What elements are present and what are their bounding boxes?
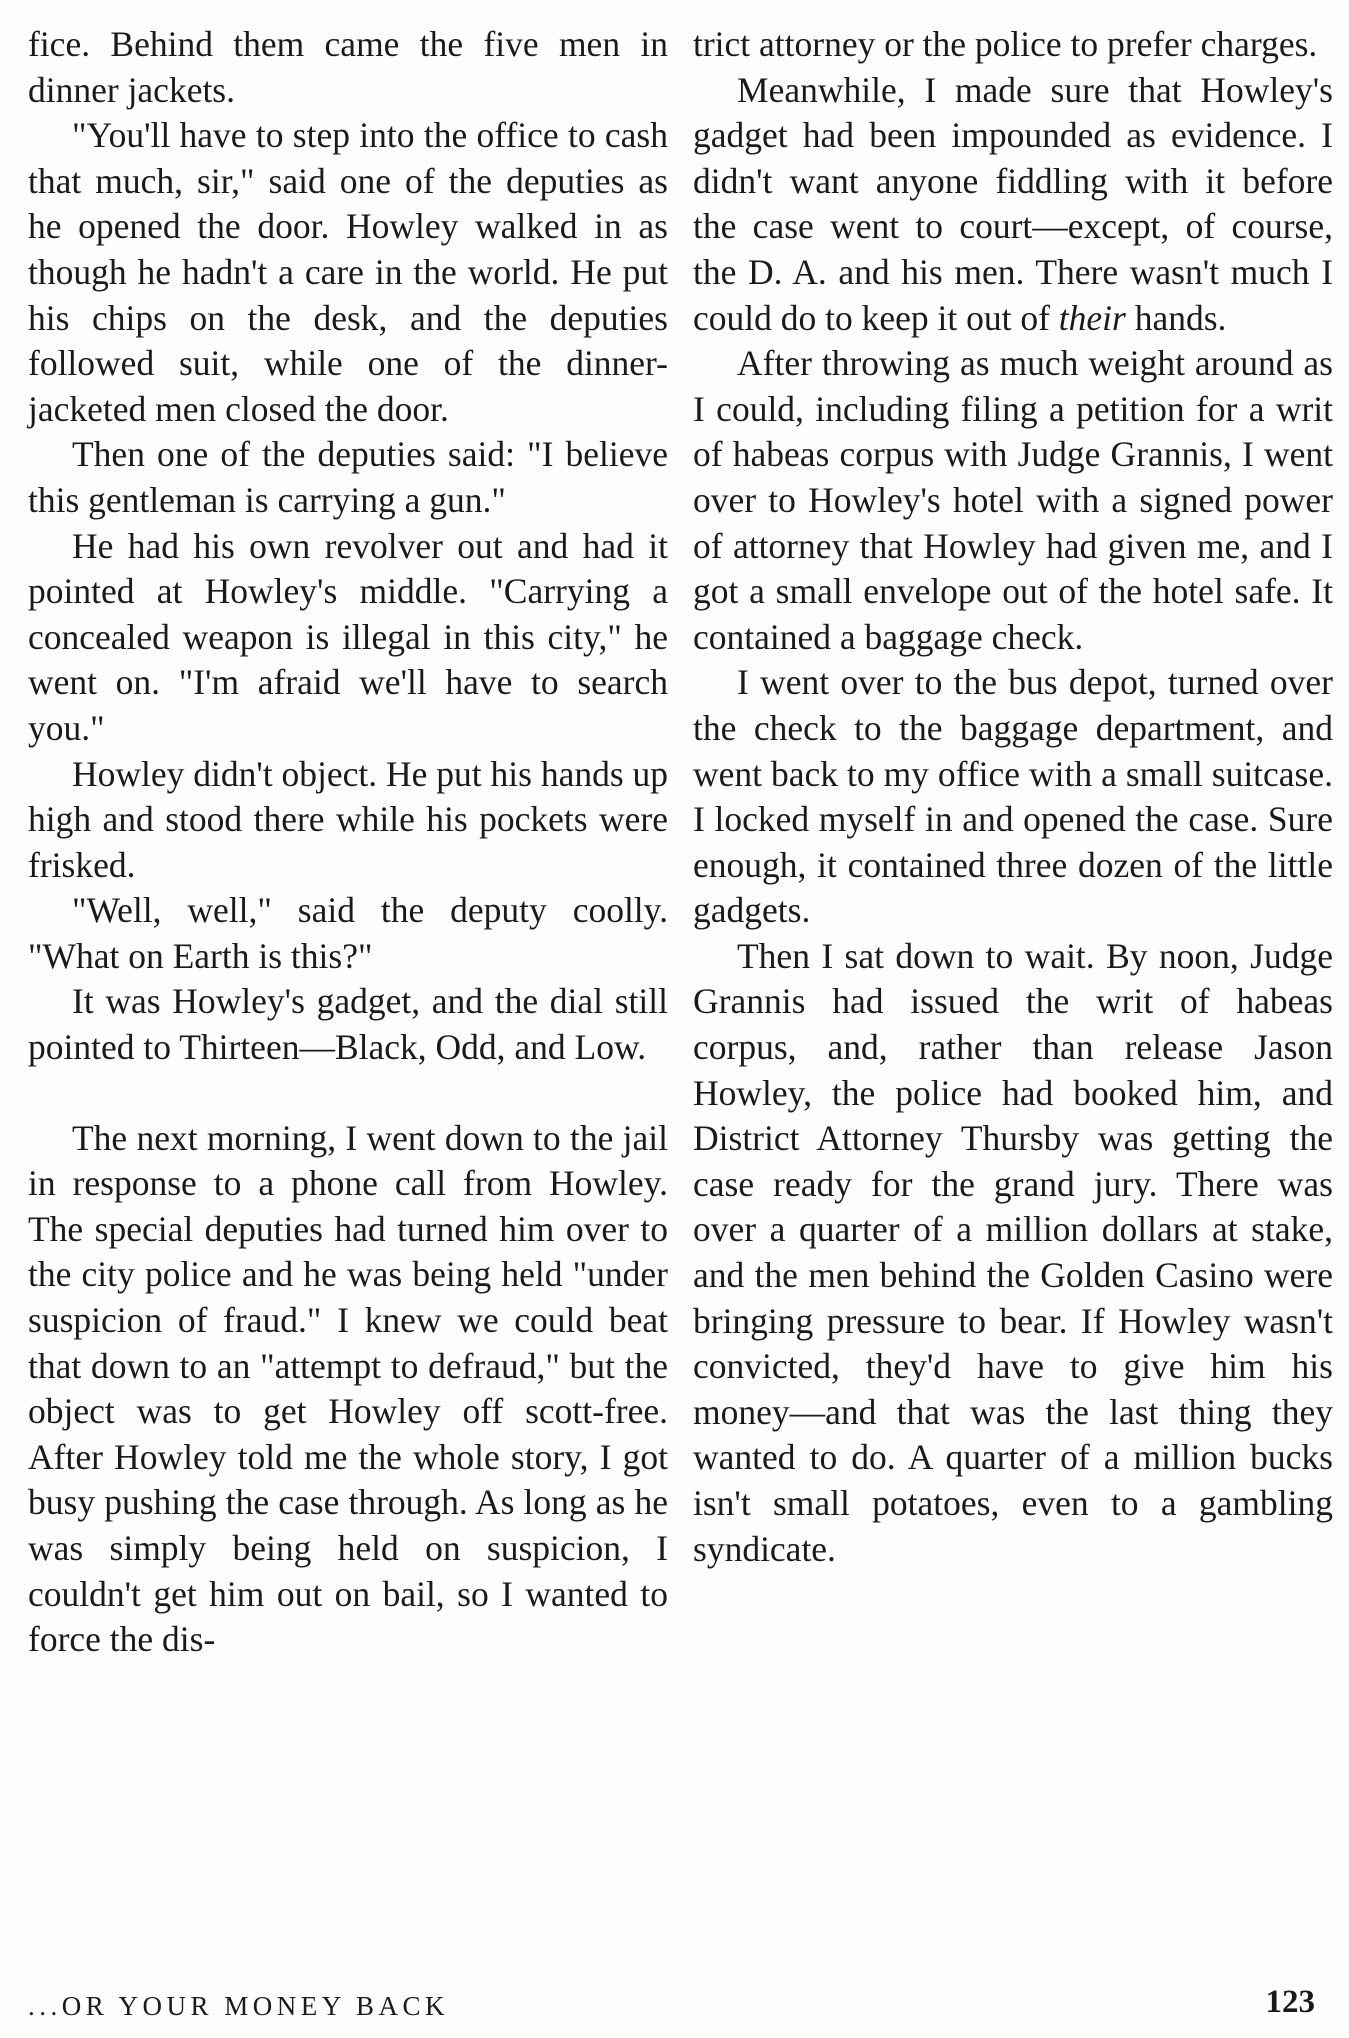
paragraph: The next morning, I went down to the jail in response to a phone call from Howley. The special deputies had turned him over to the city police and he was being held "under suspicion of fraud." I knew we could beat that down to an "attempt to defraud," but the object was to get Howley off scott-free. After Howley told me the whole story, I got busy pushing the case through. As long as he was simply being held on suspicion, I couldn't get him out on bail, so I wanted to force the dis- [28, 1117, 668, 1660]
paragraph-with-emphasis [693, 68, 1333, 342]
left-text-column [28, 22, 668, 1663]
paragraph: "Well, well," said the deputy coolly. "What on Earth is this?" [28, 890, 668, 976]
paragraph: It was Howley's gadget, and the dial still pointed to Thirteen—Black, Odd, and Low. [28, 981, 668, 1068]
text-run: Meanwhile, I made sure that Howley's gadget had been impounded as evidence. I didn't want anyone fiddling with it before the case went to court—except, of course, the D. A. and his men. There wasn't much I could do to keep it out of [693, 69, 1333, 338]
paragraph: He had his own revolver out and had it pointed at Howley's middle. "Carrying a concealed weapon is illegal in this city," he went on. "I'm afraid we'll have to search you." [28, 525, 668, 748]
paragraph: I went over to the bus depot, turned over the check to the baggage department, and went back to my office with a small suitcase. I locked myself in and opened the case. Sure enough, it contained three dozen of the little gadgets. [693, 662, 1333, 931]
paragraph: After throwing as much weight around as I could, including filing a petition for a writ of habeas corpus with Judge Grannis, I went over to Howley's hotel with a signed power of attorney that Howley had given me, and I got a small envelope out of the hotel safe. It contained a baggage check. [693, 343, 1333, 657]
paragraph: Then one of the deputies said: "I believe this gentleman is carrying a gun." [28, 434, 668, 520]
text-run: hands. [1125, 297, 1227, 338]
paragraph: Then I sat down to wait. By noon, Judge Grannis had issued the writ of habeas corpus, and, rather than release Jason Howley, the police had booked him, and District Attorney Thursby was getting the case ready for the grand jury. There was over a quarter of a million dollars at stake, and the men behind the Golden Casino were bringing pressure to bear. If Howley wasn't convicted, they'd have to give him his money—and that was the last thing they wanted to do. A quarter of a million bucks isn't small potatoes, even to a gambling syndicate. [693, 935, 1333, 1569]
paragraph: fice. Behind them came the five men in dinner jackets. [28, 24, 668, 110]
paragraph: Howley didn't object. He put his hands up high and stood there while his pockets were frisked. [28, 753, 669, 885]
paragraph: trict attorney or the police to prefer charges. [693, 24, 1318, 64]
right-text-column [693, 22, 1333, 1572]
page-number: 123 [1265, 1984, 1315, 2020]
running-footer-title: ...OR YOUR MONEY BACK [28, 1991, 450, 2021]
paragraph: "You'll have to step into the office to cash that much, sir," said one of the deputies as he opened the door. Howley walked in as though he hadn't a care in the world. He put his chips on the desk, and the deputies followed suit, while one of the dinner-jacketed men closed the door. [28, 115, 668, 429]
emphasized-word: their [1058, 297, 1126, 338]
